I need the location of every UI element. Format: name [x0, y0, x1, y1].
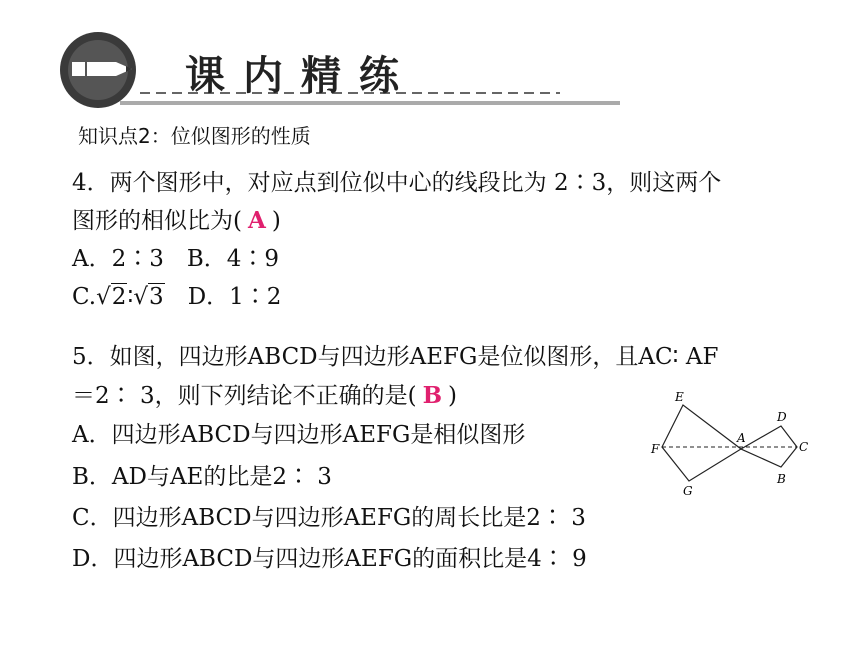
q4-options-cd — [72, 282, 281, 312]
q4-options-ab: A．2∶3 B．4∶9 — [72, 246, 280, 272]
label-b: B — [777, 472, 786, 486]
label-d: D — [777, 410, 787, 424]
q5-option-c: C．四边形ABCD与四边形AEFG的周长比是2∶ 3 — [72, 505, 586, 531]
label-f: F — [651, 442, 660, 456]
q5-stem-line1: 5．如图，四边形ABCD与四边形AEFG是位似图形，且AC∶ AF — [72, 344, 719, 370]
label-c: C — [799, 440, 809, 454]
quadrilateral-aefg — [662, 405, 741, 481]
q5-option-d: D．四边形ABCD与四边形AEFG的面积比是4∶ 9 — [72, 546, 587, 572]
q5-answer: B — [422, 382, 443, 409]
q5-stem-suffix: ) — [448, 383, 457, 409]
homothety-figure — [645, 385, 815, 505]
knowledge-point-title: 知识点2：位似图形的性质 — [78, 124, 311, 148]
ratio-sep: ∶ — [127, 284, 134, 310]
section-header — [0, 0, 860, 120]
q4-option-d: D．1∶2 — [187, 284, 282, 310]
q5-option-b: B．AD与AE的比是2∶ 3 — [72, 464, 332, 490]
q4-stem-line1: 4．两个图形中，对应点到位似中心的线段比为 2∶3，则这两个 — [72, 170, 722, 196]
sqrt-2: √2 — [96, 284, 127, 310]
label-a: A — [737, 431, 746, 445]
label-g: G — [683, 484, 693, 498]
q4-stem-suffix: ) — [271, 208, 281, 234]
sqrt-3: √3 — [133, 284, 164, 310]
q4-stem-line2 — [72, 206, 281, 236]
q5-stem-prefix: ＝2∶ 3，则下列结论不正确的是( — [72, 383, 417, 409]
q4-answer: A — [247, 207, 266, 234]
q5-stem-line2 — [72, 381, 457, 411]
page-title: 课内精练 — [185, 53, 417, 99]
q4-stem-prefix: 图形的相似比为( — [72, 208, 242, 234]
q4-option-c-prefix: C. — [72, 284, 97, 310]
label-e: E — [675, 390, 684, 404]
q5-option-a: A．四边形ABCD与四边形AEFG是相似图形 — [72, 422, 526, 448]
pencil-icon — [60, 22, 150, 112]
